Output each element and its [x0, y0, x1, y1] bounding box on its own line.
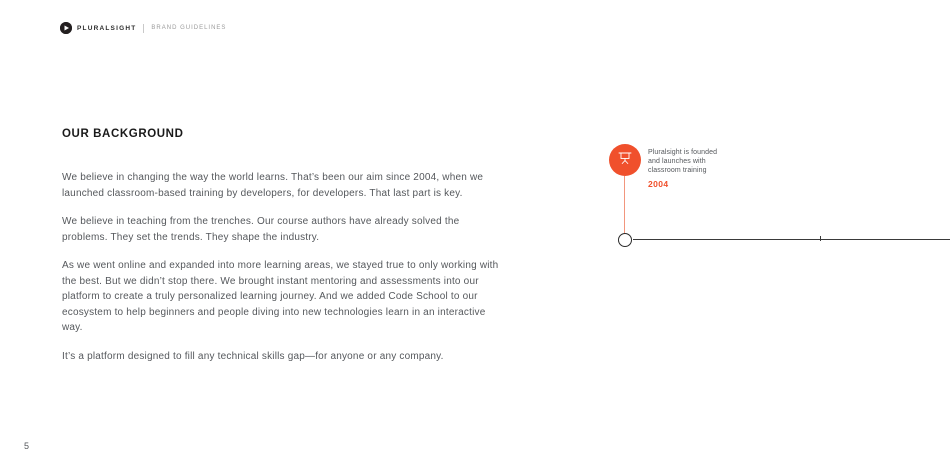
timeline-node [618, 233, 632, 247]
page-number: 5 [24, 441, 30, 451]
timeline-milestone-marker [609, 144, 641, 176]
paragraph-2: We believe in teaching from the trenches. Our course authors have already solved the problems. They set the trends. They shape the industry. [62, 216, 460, 243]
pluralsight-logo-icon [60, 22, 72, 34]
milestone-label: Pluralsight is founded and launches with classroom training [648, 149, 718, 174]
header-divider [143, 24, 144, 33]
milestone-year: 2004 [648, 179, 669, 189]
paragraph-1: We believe in changing the way the world learns. That’s been our aim since 2004, when we launched classroom-based training by developers, for developers. That last part is key. [62, 172, 484, 199]
timeline-axis-line [633, 239, 950, 240]
background-section [62, 128, 504, 377]
paragraph-4: It’s a platform designed to fill any technical skills gap—for anyone or any company. [62, 350, 444, 362]
page-title: OUR BACKGROUND [62, 128, 184, 140]
milestone-text [648, 148, 728, 189]
logo-text: PLURALSIGHT [77, 24, 137, 32]
classroom-training-icon [617, 150, 633, 171]
header [60, 22, 226, 34]
timeline-tick [820, 236, 821, 241]
milestone-connector-line [624, 176, 625, 234]
header-subtitle: BRAND GUIDELINES [151, 25, 227, 31]
paragraph-3: As we went online and expanded into more learning areas, we stayed true to only working with the best. But we didn’t stop there. We brought instant mentoring and assessments into our platform to create a truly personalized learning journey. And we added Code School to our ecosystem to help beginners and people diving into new technologies learn in an interactive way. [62, 260, 499, 333]
